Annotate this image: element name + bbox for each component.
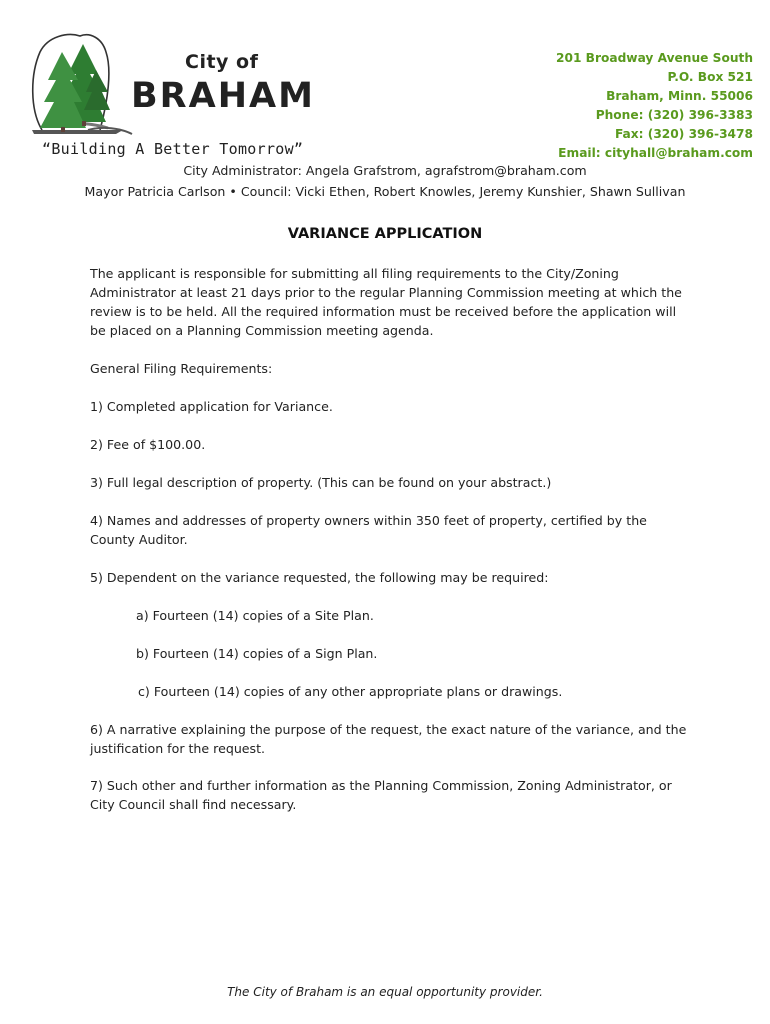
general-requirements-heading: General Filing Requirements: xyxy=(90,361,273,376)
council-members-line: Mayor Patricia Carlson • Council: Vicki Ethen, Robert Knowles, Jeremy Kunshier, Shawn Sullivan xyxy=(84,184,686,199)
contact-address: 201 Broadway Avenue South xyxy=(556,51,753,65)
pine-trees-icon xyxy=(28,30,138,142)
logo-city-of: City of xyxy=(185,51,259,73)
city-logo xyxy=(28,30,328,162)
city-administrator-line: City Administrator: Angela Grafstrom, agrafstrom@braham.com xyxy=(183,163,587,178)
requirement-1: 1) Completed application for Variance. xyxy=(90,399,333,414)
requirement-5: 5) Dependent on the variance requested, the following may be required: xyxy=(90,570,549,585)
requirement-2: 2) Fee of $100.00. xyxy=(90,437,206,452)
requirement-3: 3) Full legal description of property. (This can be found on your abstract.) xyxy=(90,475,552,490)
logo-city-name: BRAHAM xyxy=(131,76,315,116)
contact-email[interactable]: Email: cityhall@braham.com xyxy=(558,146,753,160)
contact-fax: Fax: (320) 396-3478 xyxy=(614,127,753,141)
requirement-7: 7) Such other and further information as the Planning Commission, Zoning Administrator, or City Council shall find necessary. xyxy=(90,778,672,812)
requirement-6: 6) A narrative explaining the purpose of the request, the exact nature of the variance, and the justification for the request. xyxy=(90,722,687,756)
contact-phone: Phone: (320) 396-3383 xyxy=(595,108,753,122)
document-title: VARIANCE APPLICATION xyxy=(287,226,483,242)
contact-po-box: P.O. Box 521 xyxy=(667,70,753,84)
requirement-5b: b) Fourteen (14) copies of a Sign Plan. xyxy=(136,646,378,661)
requirement-4: 4) Names and addresses of property owners within 350 feet of property, certified by the County Auditor. xyxy=(90,513,647,547)
intro-paragraph: The applicant is responsible for submitting all filing requirements to the City/Zoning Administrator at least 21 days prior to the regular Planning Commission meeting at which the review is to be held. All the required information must be received before the application will be placed on a Planning Commission meeting agenda. xyxy=(90,266,682,338)
requirement-5a: a) Fourteen (14) copies of a Site Plan. xyxy=(136,608,374,623)
contact-city-state-zip: Braham, Minn. 55006 xyxy=(606,89,753,103)
logo-tagline: “Building A Better Tomorrow” xyxy=(42,140,304,158)
contact-block xyxy=(556,49,753,163)
footer-equal-opportunity: The City of Braham is an equal opportunity provider. xyxy=(227,985,543,999)
requirement-5c: c) Fourteen (14) copies of any other appropriate plans or drawings. xyxy=(138,684,563,699)
